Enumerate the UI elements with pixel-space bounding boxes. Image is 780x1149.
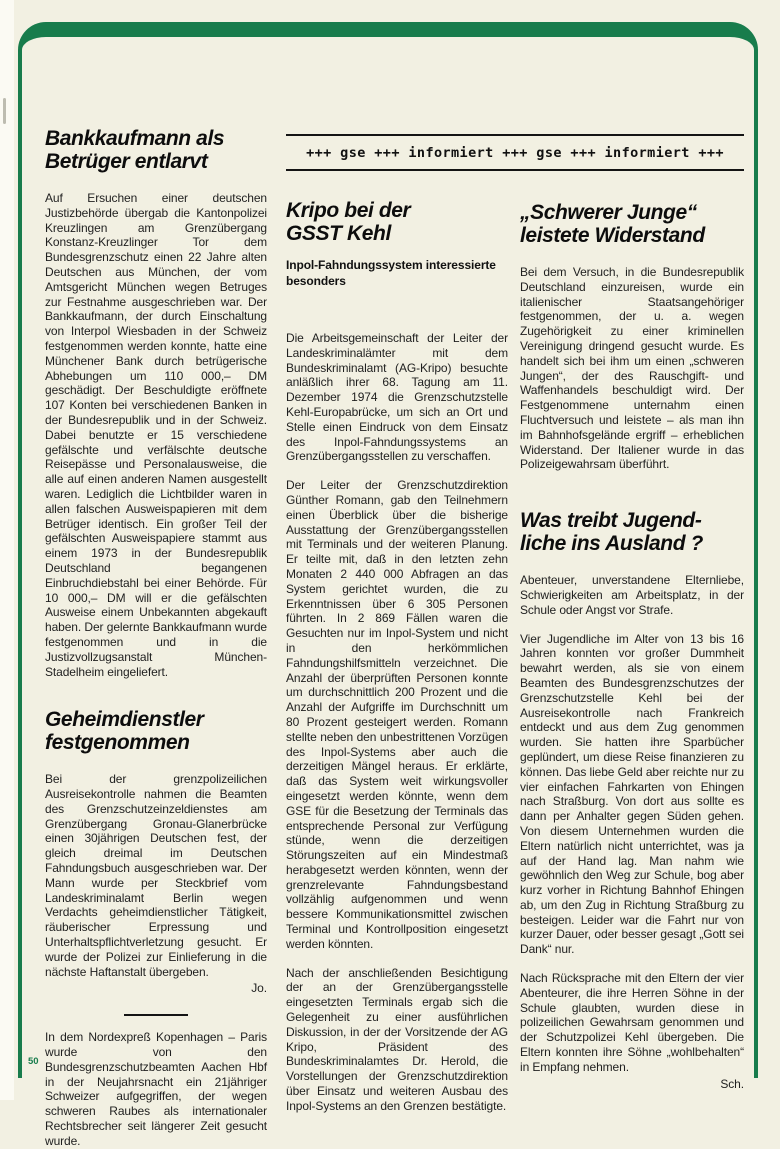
- right-column: [520, 202, 744, 1091]
- scan-artifact-mark: [3, 98, 6, 124]
- article-body-geheimdienstler: Bei der grenzpolizeilichen Ausreisekontrolle nahmen die Beamten des Grenzschutzeinzeldienstes am Grenzübergang Gronau-Glanerbrücke einen 30jährigen Deutschen fest, der gleich dreimal im Deutschen Fahndungsbuch ausgeschrieben war. Der Mann wurde per Steckbrief vom Landeskriminalamt Berlin wegen Verdachts geheimdienstlicher Tätigkeit, räuberischer Erpressung und Unterhaltspflichtverletzung gesucht. Er wurde der Polizei zur Einlieferung in die nächste Haftanstalt übergeben.: [45, 772, 267, 979]
- page-number: 50: [28, 1056, 39, 1067]
- title-line: leistete Widerstand: [520, 223, 705, 247]
- article-paragraph: Vier Jugendliche im Alter von 13 bis 16 Jahren konnten vor großer Dummheit bewahrt werden, als sie von einem Beamten des Bundesgrenzschutzes der Grenzschutzstelle Kehl bei der Ausreisekontrolle nach Frankreich entdeckt und aus dem Zug genommen wurden. Sie hatten ihre Sparbücher geplündert, um diese Reise finanzieren zu können. Das liebe Geld aber reichte nur zu vier einfachen Fahrkarten von Ehingen nach Straßburg. Von dort aus sollte es dann per Anhalter gegen Süden gehen. Von diesem Unternehmen wurden die Eltern natürlich nicht unterrichtet, was ja auf der Hand lag. Man nahm wie gewöhnlich den Weg zur Schule, bog aber kurz vorher in Richtung Bahnhof Ehingen ab, um den Zug in Richtung Straßburg zu besteigen. Leider war die Fahrt nur von kurzer Dauer, oder besser gesagt „Gott sei Dank“ nur.: [520, 631, 744, 957]
- article-paragraph: Nach Rücksprache mit den Eltern der vier Abenteurer, die ihre Herren Söhne in der Schule glaubten, wurden diese in polizeilichen Gewahrsam genommen und der Schutzpolizei Kehl übergeben. Die Eltern konnten ihre Söhne „wohlbehalten“ in Empfang nehmen.: [520, 971, 744, 1074]
- title-line: Betrüger entlarvt: [45, 149, 208, 173]
- article-title-geheimdienstler: [45, 709, 267, 754]
- title-line: Bankkaufmann als: [45, 127, 225, 150]
- left-column: [45, 128, 267, 1149]
- scan-paper-edge: [0, 0, 14, 1100]
- title-line: GSST Kehl: [286, 221, 391, 245]
- title-line: Geheimdienstler: [45, 708, 204, 732]
- section-divider-rule: [124, 1014, 188, 1016]
- article-title-jugendliche: [520, 510, 744, 555]
- article-body-nordexpress: In dem Nordexpreß Kopenhagen – Paris wurde von den Bundesgrenzschutzbeamten Aachen Hbf in der Neujahrsnacht ein 21jähriger Schweizer aufgegriffen, der wegen schweren Raubes als internationaler Rechtsbrecher seit längerer Zeit gesucht wurde.: [45, 1030, 267, 1148]
- article-body-bankkaufmann: Auf Ersuchen einer deutschen Justizbehörde übergab die Kantonpolizei Kreuzlingen am Grenzübergang Konstanz-Kreuzlinger Tor dem Bundesgrenzschutz einen 22 Jahre alten Deutschen aus München, der vom Amtsgericht München wegen Betruges zur Festnahme ausgeschrieben war. Der Bankkaufmann, der durch Einschaltung von Interpol Wiesbaden in der Schweiz festgenommen werden konnte, hatte eine Münchener Bank durch betrügerische Abhebungen um 110 000,– DM geschädigt. Der Beschuldigte eröffnete 107 Konten bei verschiedenen Banken in der Bundesrepublik und in der Schweiz. Dabei benutzte er 15 verschiedene gefälschte und verfälschte deutsche Reisepässe und Personalausweise, die alle auf einen anderen Namen ausgestellt waren. Lediglich die Lichtbilder waren in allen falschen Ausweispapieren mit dem Betrüger identisch. Ein großer Teil der gefälschten Ausweispapiere stammt aus einem 1973 in der Bundesrepublik Deutschland begangenen Einbruchdiebstahl bei einer Behörde. Für 10 000,– DM will er die gefälschten Ausweise einem Unbekannten abgekauft haben. Der gelernte Bankkaufmann wurde festgenommen und in die Justizvollzugsanstalt München-Stadelheim eingeliefert.: [45, 191, 267, 679]
- title-line: Was treibt Jugend-: [520, 509, 702, 533]
- author-initials: Jo.: [251, 981, 267, 996]
- article-paragraph: Die Arbeitsgemeinschaft der Leiter der Landeskriminalämter mit dem Bundeskriminalamt (AG-Kripo) besuchte anläßlich ihrer 68. Tagung am 11. Dezember 1974 die Grenzschutzstelle Kehl-Europabrücke, um sich an Ort und Stelle einen Eindruck von dem Einsatz des Inpol-Fahndungssystems an Grenzübergangsstellen zu verschaffen.: [286, 331, 508, 464]
- article-title-bankkaufmann: [45, 128, 267, 173]
- ticker-text: +++ gse +++ informiert +++ gse +++ informiert +++: [306, 145, 724, 161]
- article-intro-jugendliche: Abenteuer, unverstandene Elternliebe, Schwierigkeiten am Arbeitsplatz, in der Schule oder Angst vor Strafe.: [520, 573, 744, 617]
- author-initials: Sch.: [720, 1076, 744, 1091]
- article-title-kripo: [286, 200, 508, 245]
- article-title-schwerer-junge: [520, 202, 744, 247]
- article-body-schwerer-junge: Bei dem Versuch, in die Bundesrepublik Deutschland einzureisen, wurde ein italienischer Staatsangehöriger festgenommen, der u. a. wegen Zugehörigkeit zu einer kriminellen Vereinigung dringend gesucht wurde. Es handelt sich bei ihm um einen „schweren Jungen“, der des Rauschgift- und Waffenhandels beschuldigt wird. Der Festgenommene unternahm einen Fluchtversuch und leistete – als man ihn im Bahnhofsgelände ergriff – erheblichen Widerstand. Der Italiener wurde in das Polizeigewahrsam überführt.: [520, 265, 744, 472]
- title-line: liche ins Ausland ?: [520, 531, 703, 555]
- title-line: „Schwerer Junge“: [520, 201, 697, 224]
- gse-informiert-ticker-banner: [286, 134, 744, 171]
- article-paragraph: Der Leiter der Grenzschutzdirektion Günther Romann, gab den Teilnehmern einen Überblick über die bisherige Ausstattung der Grenzübergangsstellen mit Terminals und der weiteren Planung. Er teilte mit, daß in den letzten zehn Monaten 2 440 000 Abfragen an das System gerichtet wurden, die zu Erkenntnissen über 6 305 Personen führten. In 2 869 Fällen waren die Gesuchten nur im Inpol-System und nicht in den herkömmlichen Fahndungshilfsmitteln verzeichnet. Die Anzahl der überprüften Personen konnte um durchschnittlich 200 Prozent und die Anzahl der Aufgriffe im Durchschnitt um 80 Prozent gesteigert werden. Romann stellte neben den unbestrittenen Vorzügen des Inpol-Systems aber auch die derzeitigen Mängel heraus. Er erklärte, daß das System weit wirkungsvoller eingesetzt werden könnte, wenn dem GSE für die Besetzung der Terminals das entsprechende Personal zur Verfügung stünde, wenn die derzeitigen Störungszeiten auf ein Mindestmaß herabgesetzt werden könnten, wenn der grenzrelevante Fahndungsbestand vollzählig aufgenommen und wenn bessere Kommunikationsmittel zwischen Terminal und Kontrollposition eingesetzt werden könnten.: [286, 478, 508, 951]
- title-line: Kripo bei der: [286, 199, 411, 222]
- article-paragraph: Nach der anschließenden Besichtigung der an der Grenzübergangsstelle eingesetzten Terminals ergab sich die Gelegenheit zu einer ausführlichen Diskussion, in der der Vorsitzende der AG Kripo, Präsident des Bundeskriminalamtes Dr. Herold, die Vorstellungen der Grenzschutzdirektion über Einsatz und weiteren Ausbau des Inpol-Systems an den Grenzen bestätigte.: [286, 965, 508, 1113]
- middle-column: [286, 200, 508, 1114]
- article-subtitle-inpol: Inpol-Fahndungssystem interessierte besonders: [286, 258, 496, 288]
- title-line: festgenommen: [45, 730, 190, 754]
